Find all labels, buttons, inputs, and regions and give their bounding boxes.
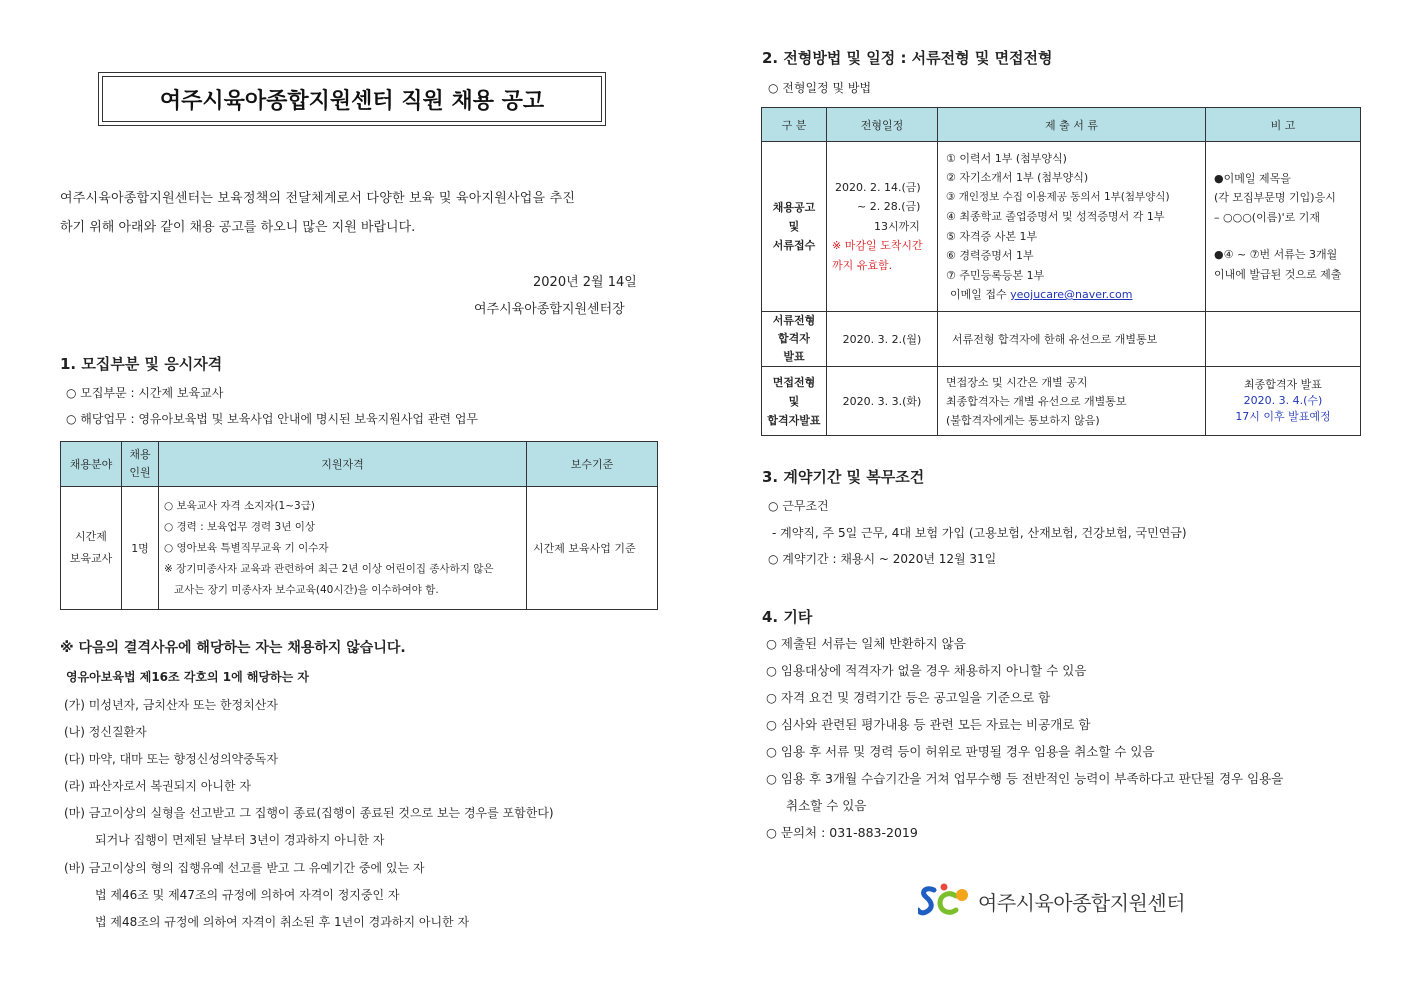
disq-heading: ※ 다음의 결격사유에 해당하는 자는 채용하지 않습니다.	[60, 640, 406, 656]
row3-date: 2020. 3. 3.(화)	[827, 367, 938, 436]
section3-item-2: - 계약직, 주 5일 근무, 4대 보험 가입 (고용보험, 산재보험, 건강보험, 국민연금)	[772, 526, 1187, 540]
row2-label: 서류전형 합격자 발표	[762, 312, 827, 367]
section1-item-1: ○ 모집부문 : 시간제 보육교사	[66, 386, 224, 400]
logo-text: 여주시육아종합지원센터	[978, 890, 1186, 915]
disq-sub: 영유아보육법 제16조 각호의 1에 해당하는 자	[66, 670, 310, 684]
disq-item-ba-cont-1: 법 제46조 및 제47조의 규정에 의하여 자격이 정지중인 자	[95, 888, 400, 902]
disq-item-ra: (라) 파산자로서 복권되지 아니한 자	[64, 779, 251, 793]
email-label: 이메일 접수	[950, 288, 1007, 301]
recruit-header-field: 채용분야	[61, 442, 122, 487]
section4-item: ○ 제출된 서류는 일체 반환하지 않음	[766, 636, 966, 651]
schedule-header-date: 전형일정	[827, 108, 938, 142]
recruit-field: 시간제 보육교사	[61, 487, 122, 610]
page-title: 여주시육아종합지원센터 직원 채용 공고	[102, 76, 602, 122]
schedule-header-remarks: 비 고	[1206, 108, 1361, 142]
schedule-header-category: 구 분	[762, 108, 827, 142]
disq-item-na: (나) 정신질환자	[64, 725, 147, 739]
section4-list	[766, 630, 1366, 846]
section4-item: ○ 임용 후 서류 및 경력 등이 허위로 판명될 경우 임용을 취소할 수 있음	[766, 744, 1155, 759]
notice-signer: 여주시육아종합지원센터장	[474, 302, 625, 317]
center-logo	[918, 882, 1185, 920]
intro-line-2: 하기 위해 아래와 같이 채용 공고를 하오니 많은 지원 바랍니다.	[60, 220, 416, 235]
row3-label: 면접전형 및 합격자발표	[762, 367, 827, 436]
section3-item-3: ○ 계약기간 : 채용시 ~ 2020년 12월 31일	[768, 552, 997, 566]
row1-remarks: ●이메일 제목을 (각 모집부문명 기입)응시 – ○○○(이름)'로 기재 ●④ ~ ⑦번 서류는 3개월 이내에 발급된 것으로 제출	[1206, 142, 1361, 312]
section1-heading: 1. 모집부분 및 응시자격	[60, 355, 223, 373]
section3-item-1: ○ 근무조건	[768, 499, 829, 513]
recruit-pay: 시간제 보육사업 기준	[527, 487, 658, 610]
recruit-header-quals: 지원자격	[159, 442, 527, 487]
section3-heading: 3. 계약기간 및 복무조건	[762, 468, 925, 486]
section4-item: 취소할 수 있음	[786, 798, 867, 813]
recruit-header-count: 채용 인원	[122, 442, 159, 487]
email-link[interactable]: yeojucare@naver.com	[1010, 288, 1133, 301]
section4-heading: 4. 기타	[762, 608, 813, 626]
schedule-header-docs: 제 출 서 류	[938, 108, 1206, 142]
disq-item-da: (다) 마약, 대마 또는 향정신성의약중독자	[64, 752, 278, 766]
disq-item-ma-cont: 되거나 집행이 면제된 날부터 3년이 경과하지 아니한 자	[95, 833, 385, 847]
section4-item: ○ 문의처 : 031-883-2019	[766, 825, 918, 840]
schedule-table	[761, 107, 1361, 436]
row3-remarks: 최종합격자 발표 2020. 3. 4.(수) 17시 이후 발표예정	[1206, 367, 1361, 436]
recruit-quals: ○ 보육교사 자격 소지자(1~3급) ○ 경력 : 보육업무 경력 3년 이상 ○ 영아보육 특별직무교육 기 이수자 ※ 장기미종사자 교육과 관련하여 최근 2년 이상 어린이집 종사하지 않은 교사는 장기 미종사자 보수교육(40시간)을 이수하여야 함.	[159, 487, 527, 610]
notice-date: 2020년 2월 14일	[533, 275, 637, 290]
deadline-note: ※ 마감일 도착시간	[832, 239, 923, 253]
section2-heading: 2. 전형방법 및 일정 : 서류전형 및 면접전형	[762, 49, 1053, 67]
section4-item: ○ 임용대상에 적격자가 없을 경우 채용하지 아니할 수 있음	[766, 663, 1087, 678]
section1-item-2: ○ 해당업무 : 영유아보육법 및 보육사업 안내에 명시된 보육지원사업 관련 업무	[66, 412, 479, 426]
row2-date: 2020. 3. 2.(월)	[827, 312, 938, 367]
row2-docs: 서류전형 합격자에 한해 유선으로 개별통보	[938, 312, 1206, 367]
row1-label: 채용공고 및 서류접수	[762, 142, 827, 312]
section4-item: ○ 심사와 관련된 평가내용 등 관련 모든 자료는 비공개로 함	[766, 717, 1091, 732]
recruit-header-pay: 보수기준	[527, 442, 658, 487]
section4-item: ○ 자격 요건 및 경력기간 등은 공고일을 기준으로 함	[766, 690, 1051, 705]
disq-item-ba-cont-2: 법 제48조의 규정에 의하여 자격이 취소된 후 1년이 경과하지 아니한 자	[95, 915, 470, 929]
disq-item-ba: (바) 금고이상의 형의 집행유예 선고를 받고 그 유예기간 중에 있는 자	[64, 861, 425, 875]
row2-remarks	[1206, 312, 1361, 367]
section4-item: ○ 임용 후 3개월 수습기간을 거쳐 업무수행 등 전반적인 능력이 부족하다고 판단될 경우 임용을	[766, 771, 1284, 786]
recruit-count: 1명	[122, 487, 159, 610]
recruit-table	[60, 441, 658, 610]
section2-sub: ○ 전형일정 및 방법	[768, 81, 872, 95]
intro-line-1: 여주시육아종합지원센터는 보육정책의 전달체계로서 다양한 보육 및 육아지원사업을 추진	[60, 191, 576, 206]
disq-item-ma: (마) 금고이상의 실형을 선고받고 그 집행이 종료(집행이 종료된 것으로 보는 경우를 포함한다)	[64, 806, 554, 820]
logo-mark-icon	[918, 882, 974, 920]
row3-docs: 면접장소 및 시간은 개별 공지 최종합격자는 개별 유선으로 개별통보 (불합격자에게는 통보하지 않음)	[938, 367, 1206, 436]
row1-docs: ① 이력서 1부 (첨부양식) ② 자기소개서 1부 (첨부양식) ③ 개인정보 수집 이용제공 동의서 1부(첨부양식) ④ 최종학교 졸업증명서 및 성적증명서 각 1부 ⑤ 자격증 사본 1부 ⑥ 경력증명서 1부 ⑦ 주민등록등본 1부 이메일 접수 yeojucare@naver.com	[938, 142, 1206, 312]
disq-item-ga: (가) 미성년자, 금치산자 또는 한정치산자	[64, 698, 278, 712]
row1-dates: 2020. 2. 14.(금) ~ 2. 28.(금) 13시까지 ※ 마감일 도착시간 까지 유효함.	[827, 142, 938, 312]
title-box	[98, 72, 606, 126]
